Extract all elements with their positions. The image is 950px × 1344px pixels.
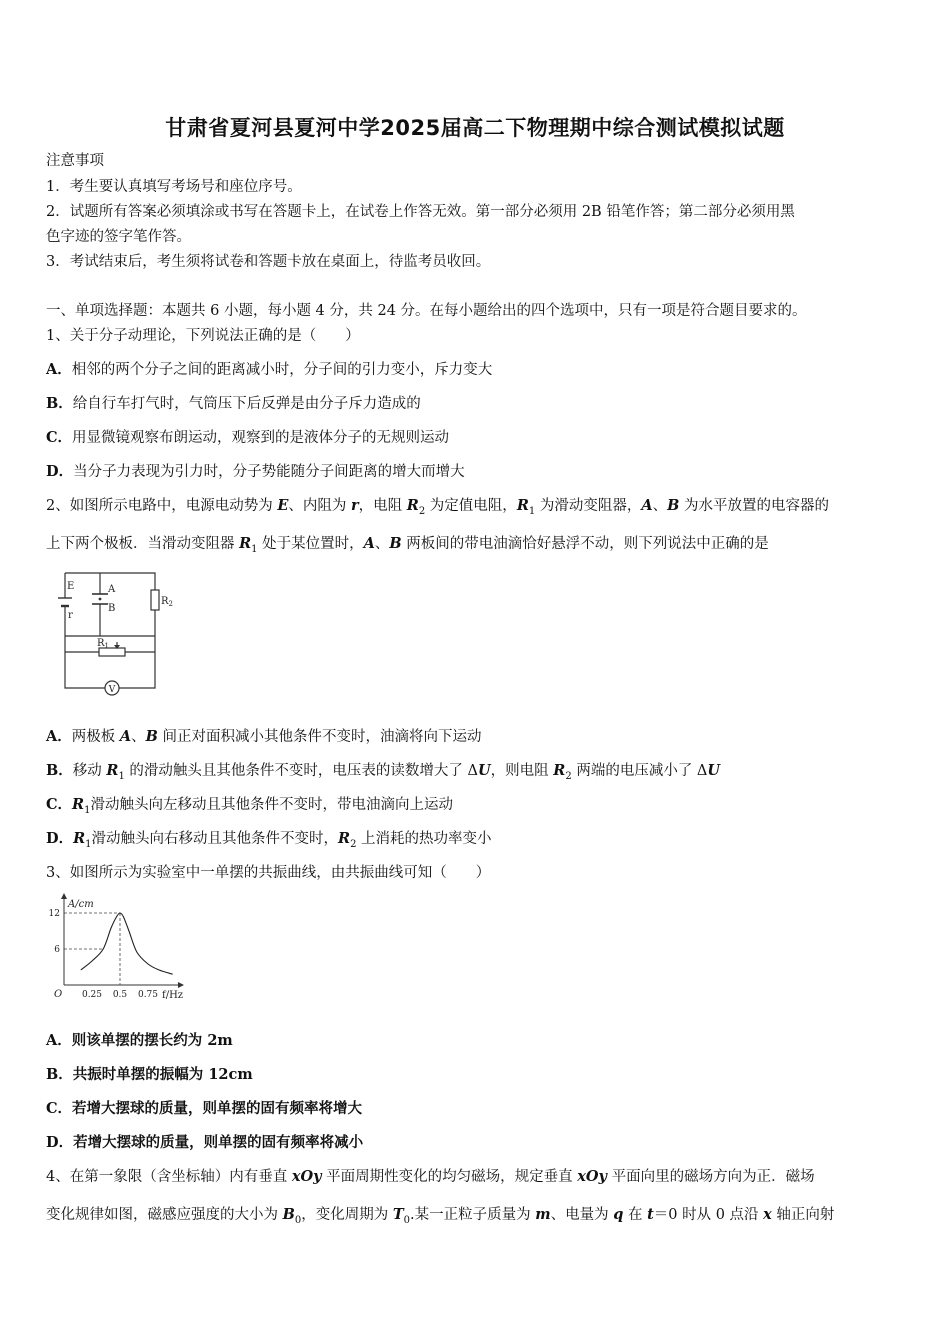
label-sub: 1 — [104, 642, 109, 650]
text: 上消耗的热功率变小 — [356, 831, 492, 847]
q1-option-c — [46, 428, 908, 448]
label-r2 — [161, 596, 173, 608]
subscript: 0 — [403, 1214, 411, 1226]
var-r1: R — [106, 762, 119, 779]
var-b: B — [145, 728, 158, 745]
var-m: m — [535, 1206, 551, 1223]
chart-y-label: A/cm — [68, 899, 94, 910]
text: ，电阻 — [358, 498, 407, 514]
option-text: 相邻的两个分子之间的距离减小时，分子间的引力变小，斥力变大 — [71, 362, 493, 378]
label-text: R — [97, 638, 105, 649]
text: 滑动触头向右移动且其他条件不变时， — [91, 831, 339, 847]
subscript: 1 — [85, 838, 92, 850]
y-axis-arrow-icon — [61, 893, 67, 899]
label-text: R — [161, 596, 169, 607]
var-r1: R — [516, 497, 529, 514]
label-b: B — [108, 603, 116, 614]
text: 移动 — [72, 763, 107, 779]
var-r1: R — [72, 796, 85, 813]
q2-option-c — [46, 795, 908, 815]
text: 平面向里的磁场方向为正．磁场 — [606, 1169, 815, 1185]
text: 、电量为 — [550, 1207, 614, 1223]
var-e: E — [277, 497, 289, 514]
text: 两极板 — [71, 729, 120, 745]
q3-option-a — [46, 1031, 908, 1051]
var-a: A — [363, 535, 375, 552]
option-letter: A． — [46, 1032, 72, 1049]
subscript: 2 — [565, 770, 572, 782]
option-text: 共振时单摆的振幅为 12cm — [72, 1066, 253, 1083]
option-letter: B． — [46, 1066, 73, 1083]
y-tick-label: 6 — [54, 945, 60, 955]
text: 在 — [623, 1207, 648, 1223]
q4-stem-line1 — [46, 1167, 908, 1187]
label-sub: 2 — [168, 600, 173, 608]
text: 、 — [374, 536, 390, 552]
notice-heading: 注意事项 — [46, 153, 104, 169]
q3-option-b — [46, 1065, 908, 1085]
text: 为定值电阻， — [425, 498, 517, 514]
subscript: 1 — [528, 505, 536, 517]
option-letter: D． — [46, 463, 74, 480]
var-xoy: xOy — [291, 1168, 322, 1185]
text: .某一正粒子质量为 — [410, 1207, 536, 1223]
q3-resonance-chart — [44, 893, 194, 1005]
var-t: T — [392, 1206, 404, 1223]
voltmeter-label: V — [108, 685, 116, 695]
q2-option-a — [46, 727, 908, 747]
q3-stem: 3、如图所示为实验室中一单摆的共振曲线，由共振曲线可知（ ） — [46, 865, 491, 881]
subscript: 2 — [418, 505, 426, 517]
label-e: E — [67, 581, 75, 592]
chart-x-label: f/Hz — [162, 990, 184, 1001]
subscript: 1 — [84, 804, 91, 816]
option-text: 若增大摆球的质量，则单摆的固有频率将增大 — [72, 1100, 363, 1117]
notice-item-2: 2．试题所有答案必须填涂或书写在答题卡上，在试卷上作答无效。第一部分必须用 2B 铅笔作答；第二部分必须用黑 — [46, 204, 795, 220]
chart-origin-label: O — [54, 989, 63, 1000]
var-r1: R — [73, 830, 86, 847]
q2-option-b — [46, 761, 908, 781]
text: ，变化周期为 — [301, 1207, 393, 1223]
option-text: 则该单摆的摆长约为 2m — [71, 1032, 233, 1049]
var-a: A — [119, 728, 132, 745]
var-r2: R — [553, 762, 566, 779]
option-letter: C． — [46, 429, 73, 446]
var-a: A — [641, 497, 653, 514]
text: 为滑动变阻器， — [535, 498, 642, 514]
text: 的滑动触头且其他条件不变时，电压表的读数增大了 Δ — [124, 763, 479, 779]
q1-option-b — [46, 394, 908, 414]
option-letter: C． — [46, 1100, 73, 1117]
text: 轴正向射 — [771, 1207, 835, 1223]
var-b: B — [667, 497, 680, 514]
text: 上下两个极板．当滑动变阻器 — [46, 536, 240, 552]
q4-stem-line2 — [46, 1205, 908, 1225]
label-r: r — [68, 610, 73, 621]
var-r: r — [351, 497, 359, 514]
resistor-r2 — [151, 590, 159, 610]
text: 滑动触头向左移动且其他条件不变时，带电油滴向上运动 — [90, 797, 453, 813]
x-tick-label: 0.25 — [81, 990, 103, 1000]
text: 2、如图所示电路中，电源电动势为 — [46, 498, 278, 514]
q1-stem: 1、关于分子动理论，下列说法正确的是（ ） — [46, 328, 360, 344]
option-letter: B． — [46, 395, 73, 412]
text: 为水平放置的电容器的 — [679, 498, 829, 514]
x-tick-label: 0.5 — [112, 990, 128, 1000]
resonance-curve — [81, 913, 173, 974]
text: 4、在第一象限（含坐标轴）内有垂直 — [46, 1169, 292, 1185]
rheostat-r1 — [99, 648, 125, 656]
var-q: q — [613, 1206, 624, 1223]
var-t-lower: t — [647, 1206, 654, 1223]
notice-item-2-cont: 色字迹的签字笔作答。 — [46, 229, 191, 245]
text: ＝0 时从 0 点沿 — [653, 1207, 764, 1223]
text: 两板间的带电油滴恰好悬浮不动，则下列说法中正确的是 — [401, 536, 769, 552]
option-letter: B． — [46, 762, 73, 779]
var-u: U — [478, 762, 491, 779]
var-b: B — [282, 1206, 295, 1223]
text: 平面周期性变化的均匀磁场，规定垂直 — [321, 1169, 578, 1185]
q1-option-d — [46, 462, 908, 482]
var-r2: R — [338, 830, 351, 847]
text: 变化规律如图，磁感应强度的大小为 — [46, 1207, 283, 1223]
notice-item-3: 3．考试结束后，考生须将试卷和答题卡放在桌面上，待监考员收回。 — [46, 254, 491, 270]
q3-option-d — [46, 1133, 908, 1153]
q1-option-a — [46, 360, 908, 380]
x-tick-label: 0.75 — [137, 990, 159, 1000]
var-u: U — [707, 762, 721, 779]
subscript: 1 — [251, 543, 258, 555]
section-heading: 一、单项选择题：本题共 6 小题，每小题 4 分，共 24 分。在每小题给出的四个选项中，只有一项是符合题目要求的。 — [46, 303, 807, 319]
option-letter: A． — [46, 361, 72, 378]
option-text: 若增大摆球的质量，则单摆的固有频率将减小 — [73, 1134, 364, 1151]
x-axis-arrow-icon — [178, 982, 184, 988]
q3-option-c — [46, 1099, 908, 1119]
option-text: 用显微镜观察布朗运动，观察到的是液体分子的无规则运动 — [72, 430, 450, 446]
option-letter: D． — [46, 1134, 74, 1151]
label-a: A — [108, 584, 116, 595]
q2-stem-line1 — [46, 496, 908, 516]
var-xoy: xOy — [577, 1168, 607, 1185]
option-text: 给自行车打气时，气筒压下后反弹是由分子斥力造成的 — [72, 396, 421, 412]
subscript: 1 — [118, 770, 125, 782]
label-r1 — [97, 638, 109, 650]
notice-item-1: 1．考生要认真填写考场号和座位序号。 — [46, 179, 302, 195]
subscript: 2 — [350, 838, 357, 850]
text: 、内阻为 — [288, 498, 352, 514]
option-letter: D． — [46, 830, 74, 847]
var-x: x — [763, 1206, 772, 1223]
var-r1: R — [239, 535, 252, 552]
oil-drop — [99, 598, 102, 601]
text: 两端的电压减小了 Δ — [571, 763, 708, 779]
subscript: 0 — [294, 1214, 302, 1226]
text: ，则电阻 — [490, 763, 554, 779]
option-letter: A． — [46, 728, 72, 745]
var-b: B — [389, 535, 402, 552]
option-text: 当分子力表现为引力时，分子势能随分子间距离的增大而增大 — [73, 464, 465, 480]
text: 、 — [131, 729, 146, 745]
q2-stem-line2 — [46, 534, 908, 554]
q2-option-d — [46, 829, 908, 849]
option-letter: C． — [46, 796, 73, 813]
q2-circuit-diagram — [55, 568, 185, 698]
text: 间正对面积减小其他条件不变时，油滴将向下运动 — [157, 729, 482, 745]
y-tick-label: 12 — [48, 909, 60, 919]
var-r2: R — [406, 497, 419, 514]
page-title: 甘肃省夏河县夏河中学2025届高二下物理期中综合测试模拟试题 — [165, 116, 785, 140]
text: 处于某位置时， — [257, 536, 364, 552]
text: 、 — [652, 498, 668, 514]
